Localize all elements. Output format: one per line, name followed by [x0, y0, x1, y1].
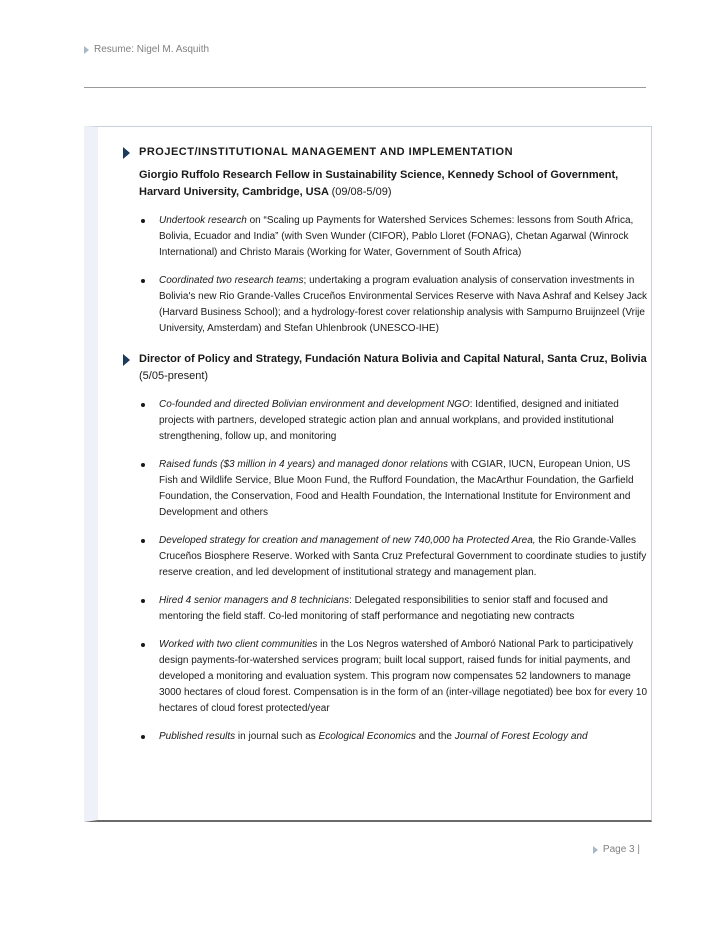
running-header: [84, 44, 209, 55]
section-natura-bolivia: [139, 351, 649, 745]
position-dates: (09/08-5/09): [331, 186, 392, 198]
position-role: Giorgio Ruffolo Research Fellow in Sustainability Science, Kennedy School of Government, Harvard University, Cambridge, USA: [139, 169, 619, 198]
page-number: Page 3 |: [602, 844, 640, 855]
list-item: Raised funds ($3 million in 4 years) and managed donor relations with CGIAR, IUCN, European Union, US Fish and Wildlife Service, Blue Moon Fund, the Rufford Foundation, the MacArthur Foundation, the Garfield Foundation, the Conservation, Food and Health Foundation, the International Institute for Environment and Development and others: [139, 457, 649, 521]
list-item: Undertook research on “Scaling up Payments for Watershed Services Schemes: lessons from South Africa, Bolivia, Ecuador and India” (with Sven Wunder (CIFOR), Pablo Lloret (FONAG), Chetan Agarwal (Winrock International) and Christo Marais (Working for Water, Government of South Africa): [139, 213, 649, 261]
list-item: Hired 4 senior managers and 8 technicians: Delegated responsibilities to senior staff and focused and mentoring the field staff. Co-led monitoring of staff performance and negotiating new contracts: [139, 593, 649, 625]
section-triangle-icon: [123, 147, 130, 159]
position-role: Director of Policy and Strategy, Fundación Natura Bolivia and Capital Natural, Santa Cruz, Bolivia: [139, 353, 647, 365]
section-triangle-icon: [123, 354, 130, 366]
list-item: Coordinated two research teams; undertaking a program evaluation analysis of conservation investments in Bolivia's new Rio Grande-Valles Cruceños Environmental Services Reserve with Nava Ashraf and Kelsey Jack (Harvard Business School); and a hydrology-forest cover relationship analysis with Sampurno Bruijnzeel (Vrije University, Amsterdam) and Stefan Uhlenbrook (UNESCO-IHE): [139, 273, 649, 337]
section-heading: PROJECT/INSTITUTIONAL MANAGEMENT AND IMPLEMENTATION: [139, 144, 649, 161]
list-item: Developed strategy for creation and management of new 740,000 ha Protected Area, the Rio Grande-Valles Cruceños Biosphere Reserve. Worked with Santa Cruz Prefectural Government to coordinate studies to justify reserve creation, and led development of institutional strategy and management plan.: [139, 533, 649, 581]
bullet-list: [139, 213, 649, 337]
list-item: Co-founded and directed Bolivian environment and development NGO: Identified, designed and initiated projects with partners, developed strategic action plan and annual workplans, and provided institutional strengthening, follow up, and monitoring: [139, 397, 649, 445]
header-triangle-icon: [84, 46, 89, 54]
list-item: Published results in journal such as Ecological Economics and the Journal of Forest Ecology and: [139, 729, 649, 745]
section-project-management: [139, 144, 649, 337]
position-title: [139, 351, 649, 385]
footer-triangle-icon: [593, 846, 598, 854]
page-content: [139, 144, 649, 745]
header-rule: [84, 87, 646, 88]
running-title: Resume: Nigel M. Asquith: [94, 44, 210, 55]
list-item: Worked with two client communities in the Los Negros watershed of Amboró National Park to participatively design payments-for-watershed services program; built local support, raised funds for initial payments, and developed a monitoring and evaluation system. This program now compensates 52 landowners to manage 3000 hectares of cloud forest. Compensation is in the form of an (inter-village negotiated) bee box for every 10 hectares of cloud forest protected/year: [139, 637, 649, 717]
position-title: [139, 167, 649, 201]
bullet-list: [139, 397, 649, 745]
page-footer: [593, 844, 640, 855]
position-dates: (5/05-present): [139, 370, 209, 382]
